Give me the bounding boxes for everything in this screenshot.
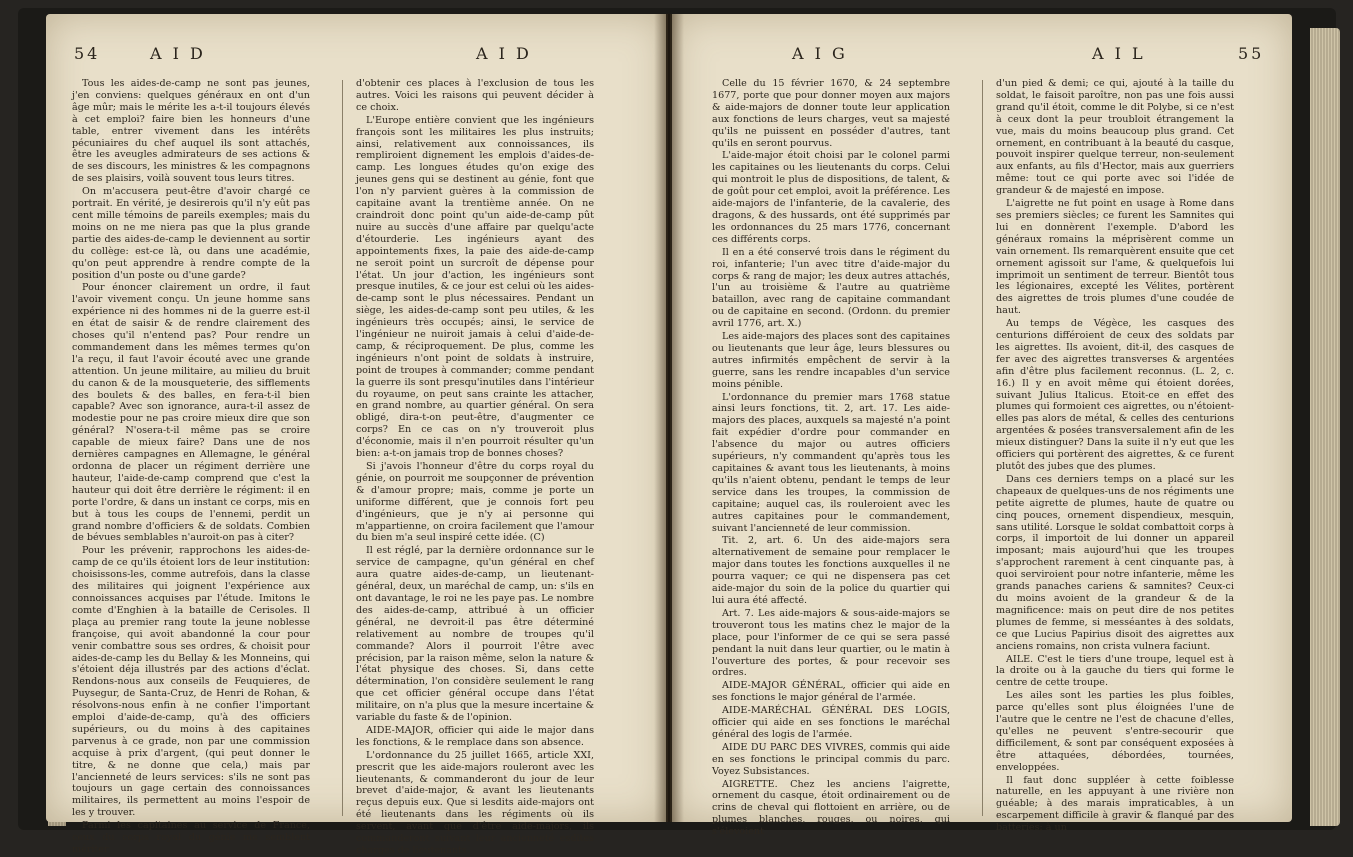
paragraph: L'aide-major étoit choisi par le colonel parmi les capitaines ou les lieutenants du corps. Celui qui montroit le plus de dispositions, de talent, & de goût pour cet emploi, avoit la préférence. Les aide-majors de l'infanterie, de la cavalerie, des dragons, & des hussards, ont été supprimés par les ordonnances du 25 mars 1776, concernant ces différents corps. xyxy=(712,150,950,245)
paragraph: Les ailes sont les parties les plus foibles, parce qu'elles sont plus éloignées l'une de l'autre que le centre ne l'est de chacune d'elles, qu'elles ne peuvent s'entre-secourir que difficilement, & sont par conséquent exposées à être attaquées, débordées, tournées, enveloppées. xyxy=(996,690,1234,773)
paragraph: Art. 7. Les aide-majors & sous-aide-majors se trouveront tous les matins chez le major de la place, pour l'informer de ce qui se sera passé pendant la nuit dans leur quartier, ou le matin à l'ouverture des portes, & pour recevoir ses ordres. xyxy=(712,607,950,679)
paragraph: AIDE-MAJOR, officier qui aide le major dans les fonctions, & le remplace dans son absence. xyxy=(356,724,594,748)
left-running-head-2: A I D xyxy=(476,44,532,63)
paragraph: Au temps de Végèce, les casques des centurions différoient de ceux des soldats par les aigrettes. Ils avoient, dit-il, des casques de fer avec des aigrettes transverses & argentées afin d'être plus facilement reconnus. (L. 2, c. 16.) Il y en avoit même qui étoient dorées, suivant Julius Italicus. Etoit-ce en effet des plumes qui formoient ces aigrettes, ou n'étoient-elles pas alors de métal, & celles des centurions argentées & posées transversalement afin de les mieux distinguer? Dans la suite il n'y eut que les officiers qui portèrent des aigrettes, & ce furent plutôt des jubes que des plumes. xyxy=(996,318,1234,472)
paragraph: AIGRETTE. Chez les anciens l'aigrette, ornement du casque, étoit ordinairement ou de crins de cheval qui flottoient en arrière, ou de plumes blanches, rouges, ou noires, qui s'élevoient xyxy=(712,778,950,838)
right-page-number: 55 xyxy=(1238,44,1265,63)
paragraph: d'un pied & demi; ce qui, ajouté à la taille du soldat, le faisoit paroître, non pas une fois aussi grand qu'il étoit, comme le dit Polybe, si ce n'est à ceux dont la peur troubloit étrangement la vue, mais du moins beaucoup plus grand. Cet ornement, en contribuant à la beauté du casque, pouvoit inspirer quelque terreur, non-seulement aux enfants, au fils d'Hector, mais aux guerriers même: tout ce qui porte avec soi l'idée de grandeur & de majesté en impose. xyxy=(996,78,1234,197)
paragraph: L'aigrette ne fut point en usage à Rome dans ses premiers siècles; ce furent les Samnites qui lui en donnèrent l'exemple. D'abord les généraux romains la méprisèrent comme un vain ornement. Ils remarquèrent ensuite que cet ornement agissoit sur l'ame, & quelquefois lui imprimoit un sentiment de terreur. Bientôt tous les légionaires, excepté les Vélites, portèrent des aigrettes de trois plumes d'une coudée de haut. xyxy=(996,198,1234,317)
right-column-1 xyxy=(712,78,950,838)
paragraph: Dans ces derniers temps on a placé sur les chapeaux de quelques-uns de nos régiments une petite aigrette de plumes, haute de quatre ou cinq pouces, ornement dispendieux, mesquin, sans utilité. Lorsque le soldat combattoit corps à corps, il importoit de lui donner un appareil imposant; mais aujourd'hui que les troupes s'approchent rarement à cent cinquante pas, à quoi serviroient pour notre infanterie, même les grands panaches cariens & samnites? Ceux-ci du moins avoient de la grandeur & de la magnificence: mais on peut dire de nos petites plumes de femme, si messéantes à des soldats, ce que Lucius Papirius disoit des aigrettes aux anciens romains, non crista vulnera faciunt. xyxy=(996,473,1234,652)
paragraph: Tous les aides-de-camp ne sont pas jeunes, j'en conviens: quelques généraux en ont d'un âge mûr; mais le mérite les a-t-il toujours élevés à cet emploi? faire bien les honneurs d'une table, entrer vivement dans les intérêts pécuniaires du chef auquel ils sont attachés, être les aveugles admirateurs de ses actions & de ses discours, les ministres & les compagnons de ses plaisirs, voilà souvent tous leurs titres. xyxy=(72,78,310,185)
paragraph: Celle du 15 février 1670, & 24 septembre 1677, porte que pour donner moyen aux majors & aide-majors de donner toute leur application aux fonctions de leurs charges, veut sa majesté qu'ils ne puissent en posséder d'autres, tant qu'ils en seront pourvus. xyxy=(712,78,950,149)
paragraph: AIDE-MARÉCHAL GÉNÉRAL DES LOGIS, officier qui aide en ses fonctions le maréchal général des logis de l'armée. xyxy=(712,705,950,740)
paragraph: AIDE DU PARC DES VIVRES, commis qui aide en ses fonctions le principal commis du parc. Voyez Subsistances. xyxy=(712,741,950,777)
paragraph: On m'accusera peut-être d'avoir chargé ce portrait. En vérité, je desirerois qu'il n'y eût pas cent mille témoins de pareils exemples; mais du moins on ne me niera pas que la plus grande partie des aides-de-camp le deviennent au sortir du collège: est-ce là, ou dans une académie, qu'on peut apprendre à rendre compte de la position d'un poste ou d'une garde? xyxy=(72,186,310,281)
right-running-head-left: A I G xyxy=(792,44,848,63)
paragraph: Tit. 2, art. 6. Un des aide-majors sera alternativement de semaine pour remplacer le major dans toutes les fonctions auxquelles il ne pourra vaquer; ce qui ne dispensera pas cet aide-major du soin de la police du quartier qui lui aura été affecté. xyxy=(712,535,950,606)
page-edges-right xyxy=(1310,28,1340,826)
paragraph: Pour les prévenir, rapprochons les aides-de-camp de ce qu'ils étoient lors de leur institution: choisissons-les, comme autrefois, dans la classe des militaires qui joignent l'expérience aux connoissances acquises par l'étude. Imitons le comte d'Enghien à la bataille de Cerisoles. Il plaça au premier rang toute la jeune noblesse françoise, qui avoit abandonné la cour pour venir combattre sous ses ordres, & choisit pour aides-de-camp les du Bellay & les Monneins, qui s'étoient déja illustrés par des actions d'éclat. Rendons-nous aux conseils de Feuquieres, de Puysegur, de Santa-Cruz, de Henri de Rohan, & résolvons-nous enfin à ne confier l'important emploi d'aide-de-camp, qu'à des officiers supérieurs, ou du moins à des capitaines parvenus à ce grade, non par une commission acquise à prix d'argent, (qui peut donner le titre, & ne donne que cela,) mais par l'ancienneté de leurs services: s'ils ne sont pas toujours un gage certain des connoissances militaires, ils permettent au moins l'espoir de les y trouver. xyxy=(72,545,310,819)
paragraph: AILE. C'est le tiers d'une troupe, lequel est à la droite ou à la gauche du tiers qui forme le centre de cette troupe. xyxy=(996,653,1234,689)
paragraph: L'Europe entière convient que les ingénieurs françois sont les militaires les plus instruits; ainsi, relativement aux connoissances, ils rempliroient dignement les emplois d'aides-de-camp. Les longues études qu'on exige des jeunes gens qui se destinent au génie, font que l'on n'y parvient guères à la commission de capitaine avant la trentième année. On ne craindroit donc point qu'un aide-de-camp pût nuire au succès d'une affaire par quelqu'acte d'étourderie. Les ingénieurs ayant des appointements fixes, la paie des aide-de-camp ne seroit point un surcroît de dépense pour l'état. Un jour d'action, les ingénieurs sont presque inutiles, & ce jour est celui où les aides-de-camp sont le plus nécessaires. Pendant un siège, les aides-de-camp sont peu utiles, & les ingénieurs très occupés; ainsi, le service de l'ingénieur ne nuiroit jamais à celui d'aide-de-camp, & réciproquement. De plus, comme les ingénieurs n'ont point de soldats à instruire, point de troupes à commander; comme pendant la guerre ils sont presqu'inutiles dans l'intérieur du royaume, on peut sans crainte les attacher, en grand nombre, au quartier général. On sera obligé, dira-t-on peut-être, d'augmenter ce corps? En ce cas on n'y trouveroit plus d'économie, mais il n'en pourroit résulter qu'un bien: a-t-on jamais trop de bonnes choses? xyxy=(356,114,594,460)
right-running-head-right: A I L xyxy=(1092,44,1146,63)
column-rule xyxy=(982,80,983,816)
paragraph: Il est réglé, par la dernière ordonnance sur le service de campagne, qu'un général en chef aura quatre aides-de-camp, un lieutenant-général, deux, un maréchal de camp, un: s'ils en ont davantage, le roi ne les paye pas. Le nombre des aides-de-camp, attribué à un officier général, ne devroit-il pas être déterminé relativement au nombre de troupes qu'il commande? Alors il pourroit l'être avec précision, par la raison même, selon la nature & l'état physique des choses. Si, dans cette détermination, l'on considère seulement le rang que cet officier général occupe dans l'état militaire, on n'a plus que la mesure incertaine & variable du faste & de l'opinion. xyxy=(356,545,594,724)
paragraph: Il en a été conservé trois dans le régiment du roi, infanterie; l'un avec titre d'aide-major du corps & rang de major; les deux autres attachés, l'un au troisième & l'autre au quatrième bataillon, avec rang de capitaine commandant ou de capitaine en second. (Ordonn. du premier avril 1776, art. X.) xyxy=(712,246,950,330)
paragraph: AIDE-MAJOR GÉNÉRAL, officier qui aide en ses fonctions le major général de l'armée. xyxy=(712,680,950,704)
paragraph: L'ordonnance du 25 juillet 1665, article XXI, prescrit que les aide-majors rouleront avec les lieutenants, & commanderont du jour de leur brevet d'aide-major, & avant les lieutenants reçus depuis eux. Que si lesdits aide-majors ont été lieutenants dans les régiments où ils servent, avant que d'être aide-majors, ils commanderont suivant leur ancienneté esdites charges de lieutenants. xyxy=(356,749,594,856)
left-running-head: A I D xyxy=(150,44,206,63)
paragraph: d'obtenir ces places à l'exclusion de tous les autres. Voici les raisons qui peuvent décider à ce choix. xyxy=(356,78,594,113)
right-column-2 xyxy=(996,78,1234,834)
left-column-1 xyxy=(72,78,310,855)
paragraph: Il faut donc suppléer à cette foiblesse naturelle, en les appuyant à une rivière non guéable; à des marais impraticables, à un escarpement difficile à gravir & flanqué par des batteries; à un xyxy=(996,774,1234,834)
right-page xyxy=(672,14,1292,838)
paragraph: Si j'avois l'honneur d'être du corps royal du génie, on pourroit me soupçonner de prévention & d'amour propre; mais, comme je porte un uniforme différent, que je connois fort peu d'ingénieurs, que je n'y ai personne qui m'appartienne, on croira facilement que l'amour du bien m'a seul inspiré cette idée. (C) xyxy=(356,461,594,544)
left-column-2 xyxy=(356,78,594,856)
left-page xyxy=(46,14,666,856)
paragraph: Parmi les capitaines au service de France, ceux du corps royal du génie me semblent mériter xyxy=(72,820,310,855)
paragraph: Les aide-majors des places sont des capitaines ou lieutenants que leur âge, leurs blessures ou autres infirmités empêchent de servir à la guerre, sans les rendre incapables d'un service moins pénible. xyxy=(712,331,950,390)
paragraph: Pour énoncer clairement un ordre, il faut l'avoir vivement conçu. Un jeune homme sans expérience ni des hommes ni de la guerre est-il en état de saisir & de rendre clairement des choses qu'il n'entend pas? Pour rendre un commandement dans les mêmes termes qu'on l'a reçu, il faut l'avoir écouté avec une grande attention. Un jeune militaire, au milieu du bruit du canon & de la mousqueterie, des sifflements des boulets & des balles, en fera-t-il bien capable? Avec son ignorance, aura-t-il assez de modestie pour ne pas croire mieux dire que son général? N'osera-t-il même pas se croire capable de mieux faire? Dans une de nos dernières campagnes en Allemagne, le général ordonna de placer un régiment derrière une hauteur, l'aide-de-camp comprend que c'est la hauteur qui doit être derrière le régiment: il en porte l'ordre, & dans un instant ce corps, mis en but à tous les coups de l'ennemi, perdit un grand nombre d'officiers & de soldats. Combien de bévues semblables n'auroit-on pas à citer? xyxy=(72,282,310,544)
book-gutter xyxy=(654,14,684,822)
paragraph: L'ordonnance du premier mars 1768 statue ainsi leurs fonctions, tit. 2, art. 17. Les aide-majors des places, auxquels sa majesté n'a point fait expédier d'ordre pour commander en l'absence du major ou autres officiers supérieurs, n'y commandent qu'après tous les capitaines & avant tous les lieutenants, à moins qu'ils n'aient obtenu, pendant le temps de leur service dans les troupes, la commission de capitaine; auquel cas, ils rouleroient avec les autres capitaines pour le commandement, suivant l'ancienneté de leur commission. xyxy=(712,391,950,534)
column-rule xyxy=(342,80,343,816)
left-page-number: 54 xyxy=(74,44,101,63)
